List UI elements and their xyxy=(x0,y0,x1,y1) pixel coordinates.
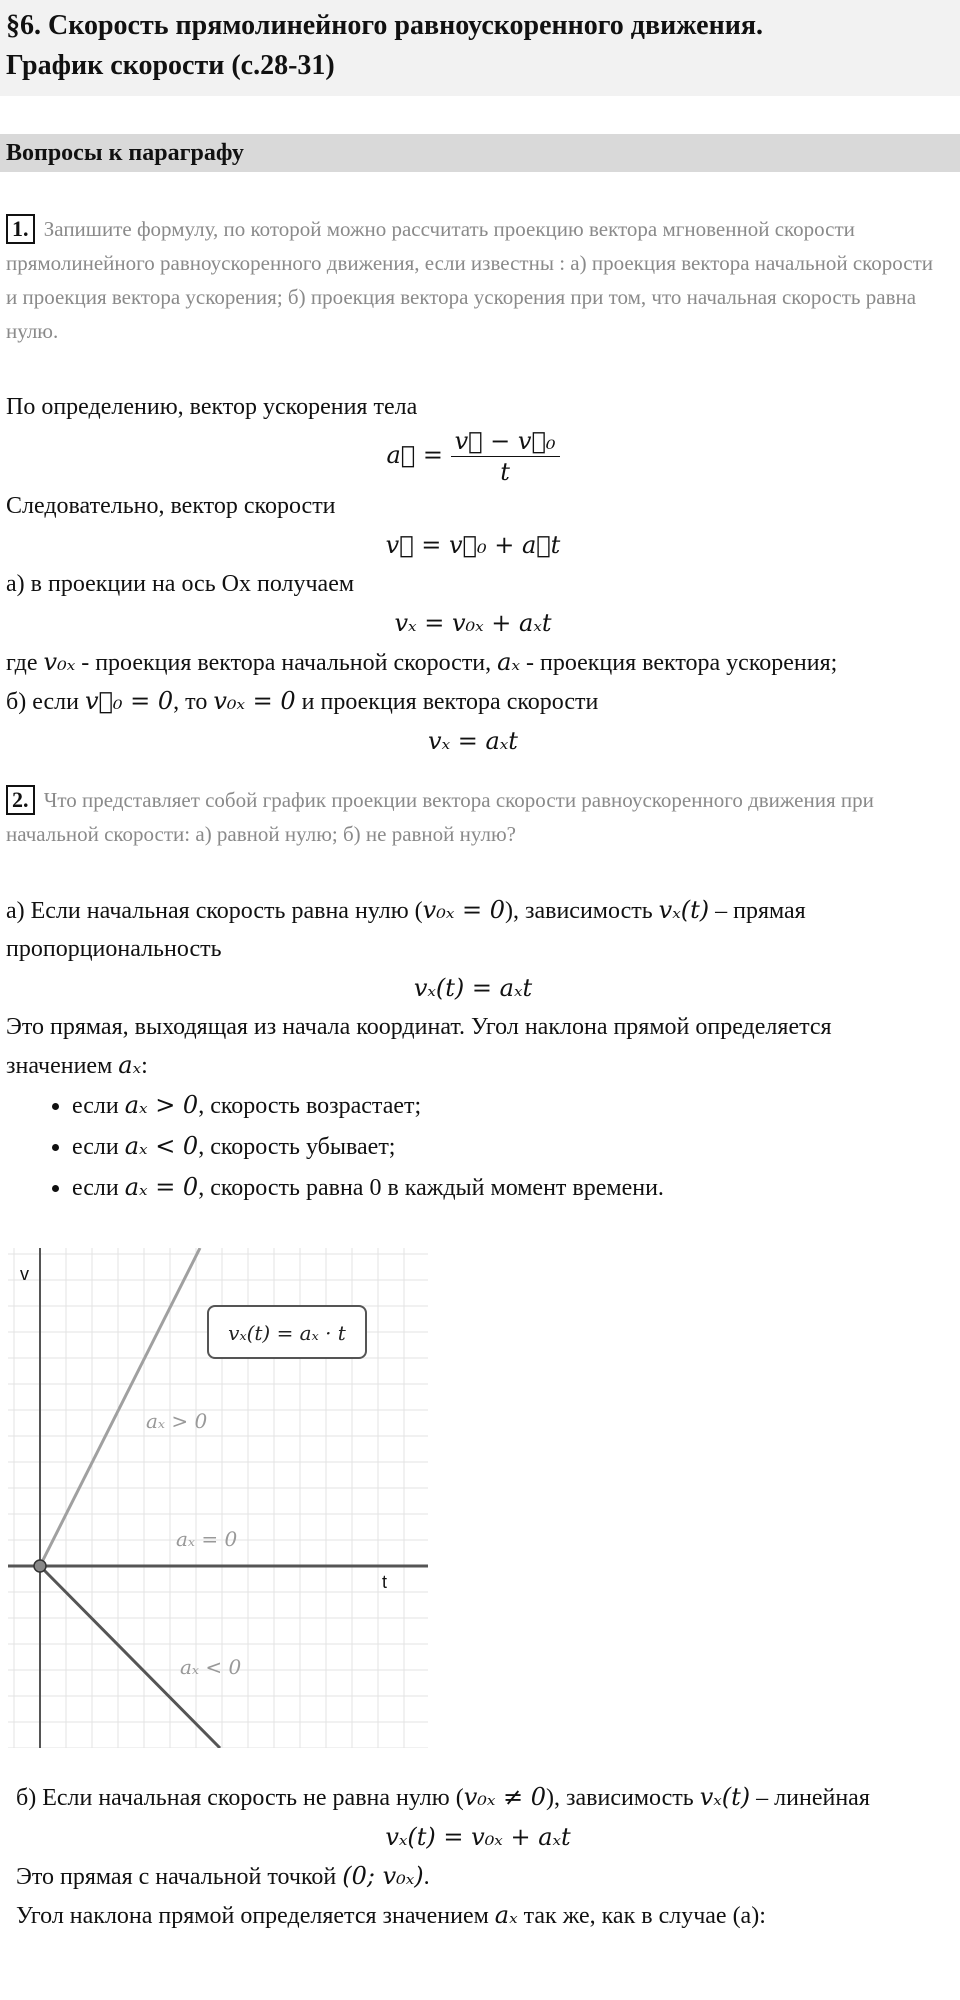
math-inline: vₓ(t) xyxy=(658,896,710,924)
answer-text xyxy=(16,1857,940,1896)
text-fragment: и проекция вектора скорости xyxy=(301,689,599,715)
section-header: Вопросы к параграфу xyxy=(0,134,960,172)
text-fragment: так же, как в случае (а): xyxy=(523,1903,766,1929)
answer-text: По определению, вектор ускорения тела xyxy=(6,394,418,420)
text-fragment: - проекция вектора ускорения; xyxy=(525,650,838,676)
text-fragment: ), зависимость xyxy=(505,898,653,924)
text-fragment: – линейная xyxy=(756,1785,870,1811)
answer-2b xyxy=(16,1778,940,1935)
page-title xyxy=(0,0,960,96)
fraction-numerator: v⃗ − v⃗₀ xyxy=(451,426,560,457)
text-fragment: если xyxy=(72,1175,119,1201)
formula-projection: vₓ = v₀ₓ + aₓt xyxy=(394,609,552,637)
text-fragment: , скорость возрастает; xyxy=(198,1093,422,1119)
formula-acceleration xyxy=(6,426,940,487)
text-fragment: если xyxy=(72,1134,119,1160)
list-item xyxy=(72,1085,940,1126)
math-inline: aₓ = 0 xyxy=(124,1173,199,1201)
graph-svg xyxy=(8,1248,428,1748)
answer-2 xyxy=(6,891,940,1208)
axis-label-v: v xyxy=(20,1264,29,1284)
question-text: Что представляет собой график проекции вектора скорости равноускоренного движения при начальной скорости: а) равной нулю; б) не равной нулю? xyxy=(6,788,874,846)
answer-text xyxy=(6,1008,940,1085)
text-fragment: . xyxy=(423,1864,430,1890)
text-fragment: где xyxy=(6,650,38,676)
title-line-1: §6. Скорость прямолинейного равноускоренного движения. xyxy=(6,10,763,41)
answer-text xyxy=(16,1896,940,1935)
label-zero: aₓ = 0 xyxy=(176,1527,238,1551)
math-inline: v₀ₓ = 0 xyxy=(422,896,505,924)
velocity-graph xyxy=(8,1248,428,1748)
line-positive-acceleration xyxy=(40,1248,200,1566)
text-fragment: а) Если начальная скорость равна нулю ( xyxy=(6,898,423,924)
formula-linear: vₓ(t) = v₀ₓ + aₓt xyxy=(385,1823,571,1851)
answer-text: а) в проекции на ось Ox получаем xyxy=(6,571,355,597)
question-2 xyxy=(6,783,940,851)
text-fragment: если xyxy=(72,1093,119,1119)
text-fragment: Угол наклона прямой определяется значением xyxy=(16,1903,489,1929)
question-number: 1. xyxy=(6,214,35,244)
text-fragment: , то xyxy=(173,689,208,715)
question-text: Запишите формулу, по которой можно рассчитать проекцию вектора мгновенной скорости прямолинейного равноускоренного движения, если известны : а) проекция вектора начальной скорости и проекция вектора ускорения; б) проекция вектора ускорения при том, что начальная скорость равна нулю. xyxy=(6,217,934,343)
text-fragment: , скорость убывает; xyxy=(198,1134,396,1160)
math-inline: v₀ₓ xyxy=(43,648,76,676)
formula-lhs: a⃗ = xyxy=(386,441,443,469)
text-fragment: - проекция вектора начальной скорости, xyxy=(81,650,492,676)
text-fragment: : xyxy=(141,1053,148,1079)
answer-text xyxy=(16,1778,940,1817)
formula-zero-start: vₓ = aₓt xyxy=(428,727,518,755)
list-item xyxy=(72,1126,940,1167)
text-fragment: – прямая пропорциональность xyxy=(6,898,806,962)
formula-box-text: vₓ(t) = aₓ · t xyxy=(228,1321,346,1345)
fraction xyxy=(451,426,560,487)
bullet-list xyxy=(6,1085,940,1208)
question-1 xyxy=(6,212,940,348)
math-inline: v⃗₀ = 0 xyxy=(84,687,174,715)
answer-text xyxy=(6,891,940,968)
fraction-denominator: t xyxy=(500,458,510,486)
text-fragment: , скорость равна 0 в каждый момент времени. xyxy=(198,1175,664,1201)
text-fragment: Это прямая с начальной точкой xyxy=(16,1864,337,1890)
formula-velocity-vector: v⃗ = v⃗₀ + a⃗t xyxy=(385,531,561,559)
answer-1 xyxy=(6,388,940,761)
text-fragment: ), зависимость xyxy=(546,1785,694,1811)
text-fragment: б) если xyxy=(6,689,79,715)
text-fragment: б) Если начальная скорость не равна нулю ( xyxy=(16,1785,464,1811)
math-inline: v₀ₓ ≠ 0 xyxy=(463,1783,547,1811)
math-inline: v₀ₓ = 0 xyxy=(213,687,296,715)
title-line-2: График скорости (с.28-31) xyxy=(6,50,335,81)
question-number: 2. xyxy=(6,785,35,815)
math-inline: (0; v₀ₓ) xyxy=(342,1862,424,1890)
axis-label-t: t xyxy=(382,1572,388,1592)
origin-point xyxy=(34,1560,46,1572)
label-negative: aₓ < 0 xyxy=(180,1655,242,1679)
text-fragment: Это прямая, выходящая из начала координат. Угол наклона прямой определяется значением xyxy=(6,1014,832,1079)
math-inline: aₓ < 0 xyxy=(124,1132,199,1160)
math-inline: aₓ xyxy=(118,1051,142,1079)
answer-text xyxy=(6,682,940,721)
math-inline: aₓ xyxy=(494,1901,518,1929)
answer-text xyxy=(6,643,940,682)
math-inline: aₓ xyxy=(497,648,520,676)
label-positive: aₓ > 0 xyxy=(146,1409,208,1433)
list-item xyxy=(72,1167,940,1208)
formula-proportional: vₓ(t) = aₓt xyxy=(413,974,533,1002)
math-inline: aₓ > 0 xyxy=(124,1091,199,1119)
math-inline: vₓ(t) xyxy=(699,1783,751,1811)
answer-text: Следовательно, вектор скорости xyxy=(6,493,336,519)
